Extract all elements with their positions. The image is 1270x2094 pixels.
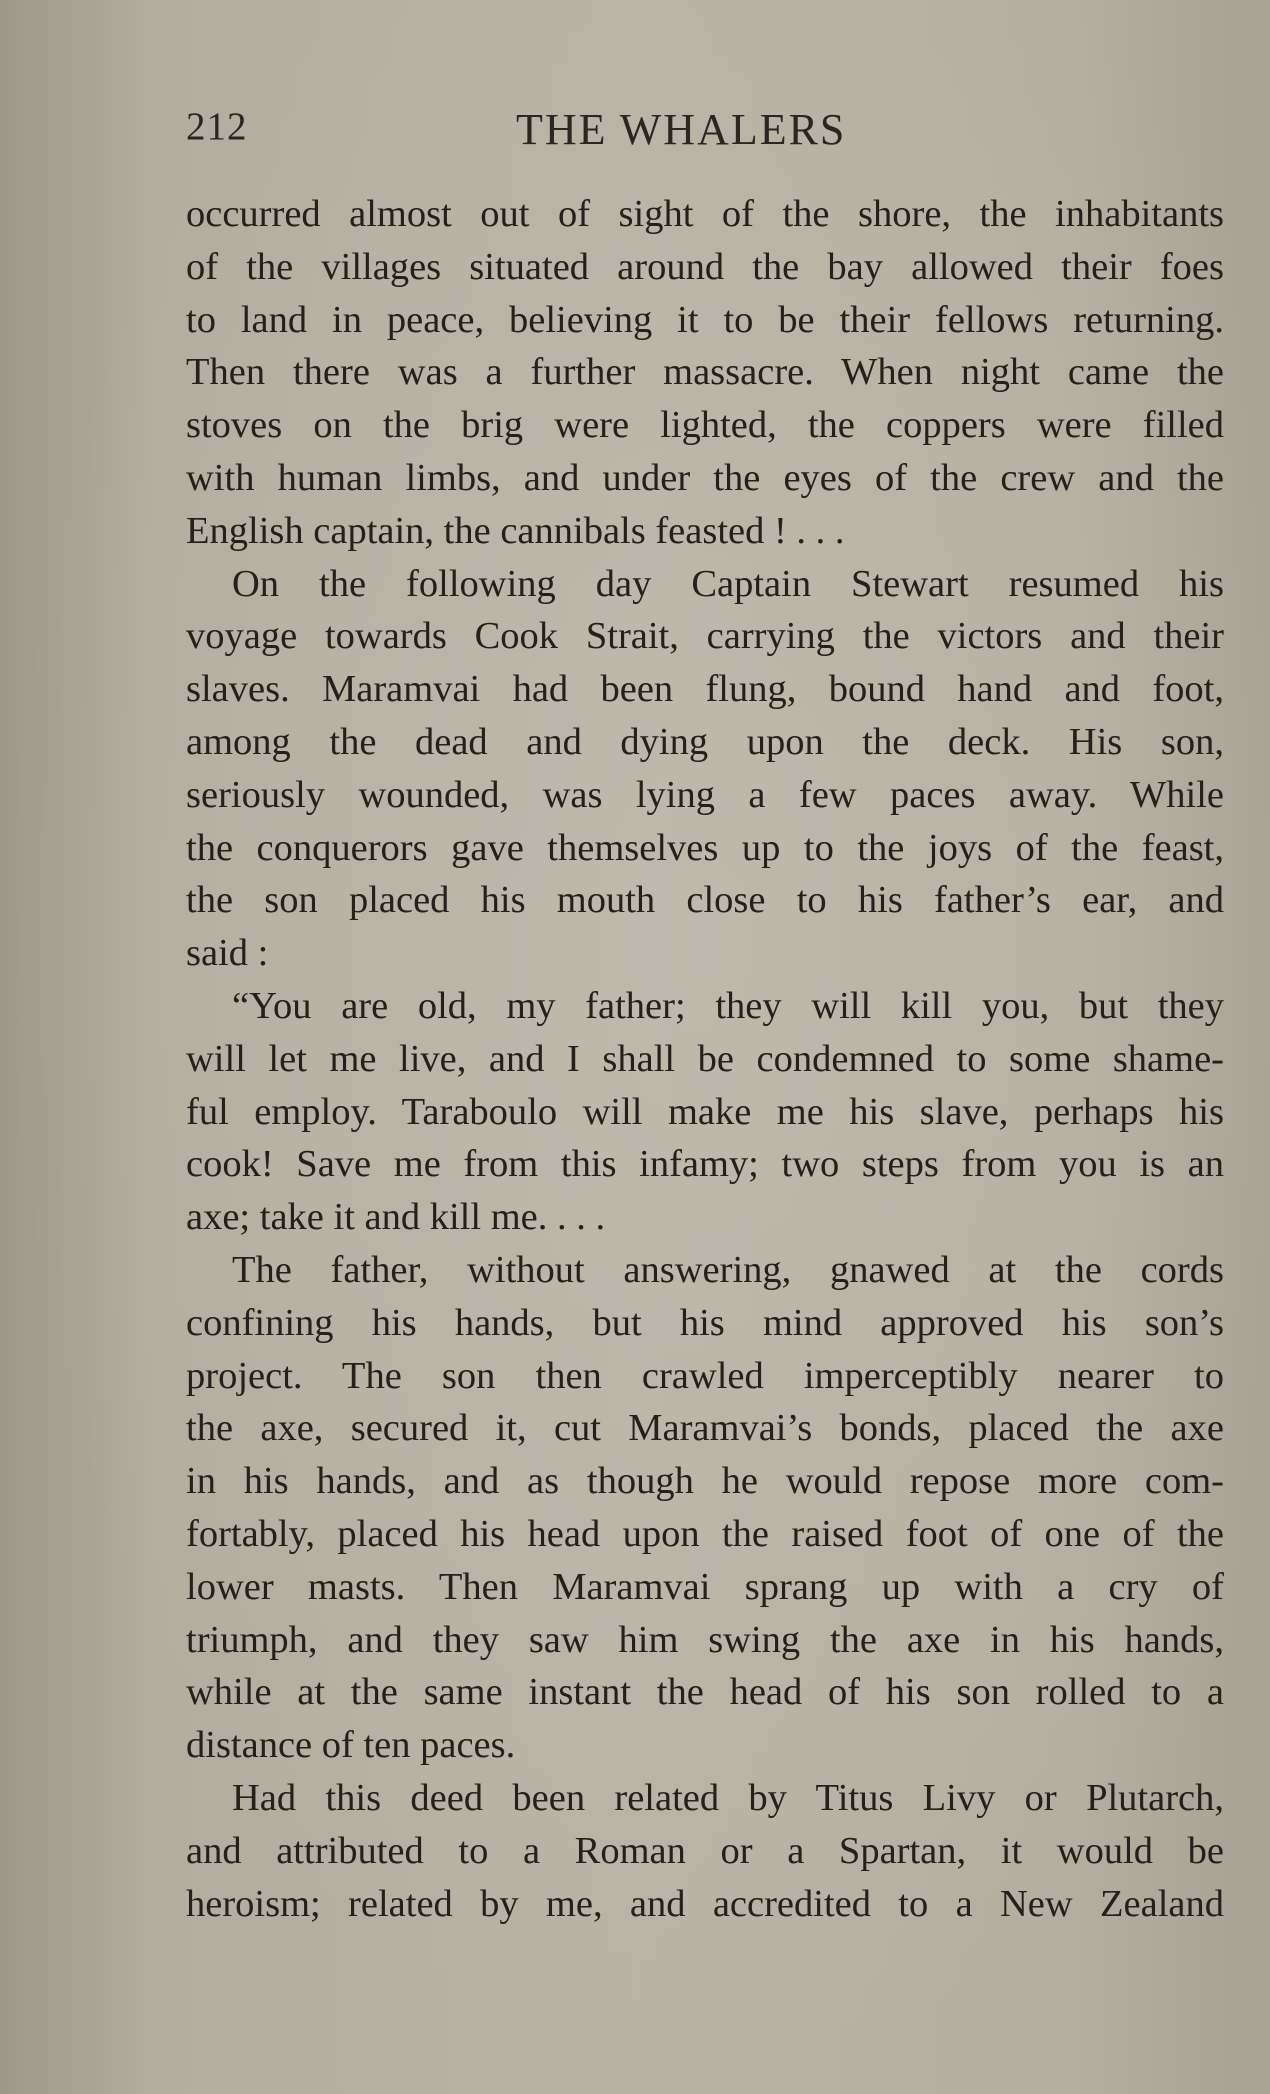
text-line: the son placed his mouth close to his father’s ear, and: [186, 879, 1224, 922]
text-line: lower masts. Then Maramvai sprang up with a cry of: [186, 1565, 1224, 1608]
paragraph: [186, 188, 1224, 558]
text-line: “You are old, my father; they will kill you, but they: [232, 984, 1224, 1027]
text-line: among the dead and dying upon the deck. His son,: [186, 720, 1224, 763]
text-line: the conquerors gave themselves up to the joys of the feast,: [186, 826, 1224, 869]
text-line: axe; take it and kill me. . . .: [186, 1196, 606, 1239]
text-line: while at the same instant the head of his son rolled to a: [186, 1671, 1224, 1714]
text-line: project. The son then crawled imperceptibly nearer to: [186, 1354, 1224, 1397]
text-line: occurred almost out of sight of the shore, the inhabitants: [186, 193, 1224, 235]
text-line: distance of ten paces.: [186, 1724, 516, 1767]
text-line: fortably, placed his head upon the raised foot of one of the: [186, 1512, 1224, 1555]
running-header: [186, 104, 1226, 164]
text-line: The father, without answering, gnawed at the cords: [232, 1248, 1224, 1291]
page-number: 212: [186, 105, 248, 148]
text-line: said :: [186, 932, 269, 975]
text-line: seriously wounded, was lying a few paces away. While: [186, 773, 1224, 816]
text-line: with human limbs, and under the eyes of the crew and the: [186, 456, 1224, 499]
text-line: in his hands, and as though he would repose more com-: [186, 1460, 1224, 1503]
text-line: of the villages situated around the bay allowed their foes: [186, 245, 1224, 288]
paragraph: [186, 980, 1224, 1244]
text-line: the axe, secured it, cut Maramvai’s bonds, placed the axe: [186, 1407, 1224, 1450]
text-line: Then there was a further massacre. When night came the: [186, 351, 1224, 394]
text-line: English captain, the cannibals feasted ! . . .: [186, 509, 845, 552]
running-title: THE WHALERS: [516, 105, 847, 154]
text-line: ful employ. Taraboulo will make me his slave, perhaps his: [186, 1090, 1224, 1133]
paragraph: [186, 1244, 1224, 1772]
text-line: slaves. Maramvai had been flung, bound hand and foot,: [186, 668, 1224, 711]
text-line: triumph, and they saw him swing the axe in his hands,: [186, 1618, 1224, 1661]
text-line: voyage towards Cook Strait, carrying the victors and their: [186, 615, 1224, 658]
text-line: will let me live, and I shall be condemned to some shame-: [186, 1037, 1224, 1080]
text-line: stoves on the brig were lighted, the coppers were filled: [186, 404, 1224, 447]
text-line: On the following day Captain Stewart resumed his: [232, 562, 1224, 605]
text-line: confining his hands, but his mind approved his son’s: [186, 1301, 1224, 1344]
body-text: [186, 188, 1224, 1930]
paragraph: [186, 558, 1224, 980]
paragraph: [186, 1772, 1224, 1930]
text-line: to land in peace, believing it to be their fellows returning.: [186, 298, 1224, 341]
text-line: Had this deed been related by Titus Livy or Plutarch,: [232, 1776, 1224, 1819]
text-line: heroism; related by me, and accredited to a New Zealand: [186, 1882, 1224, 1925]
text-line: cook! Save me from this infamy; two steps from you is an: [186, 1143, 1224, 1186]
text-line: and attributed to a Roman or a Spartan, it would be: [186, 1829, 1224, 1872]
